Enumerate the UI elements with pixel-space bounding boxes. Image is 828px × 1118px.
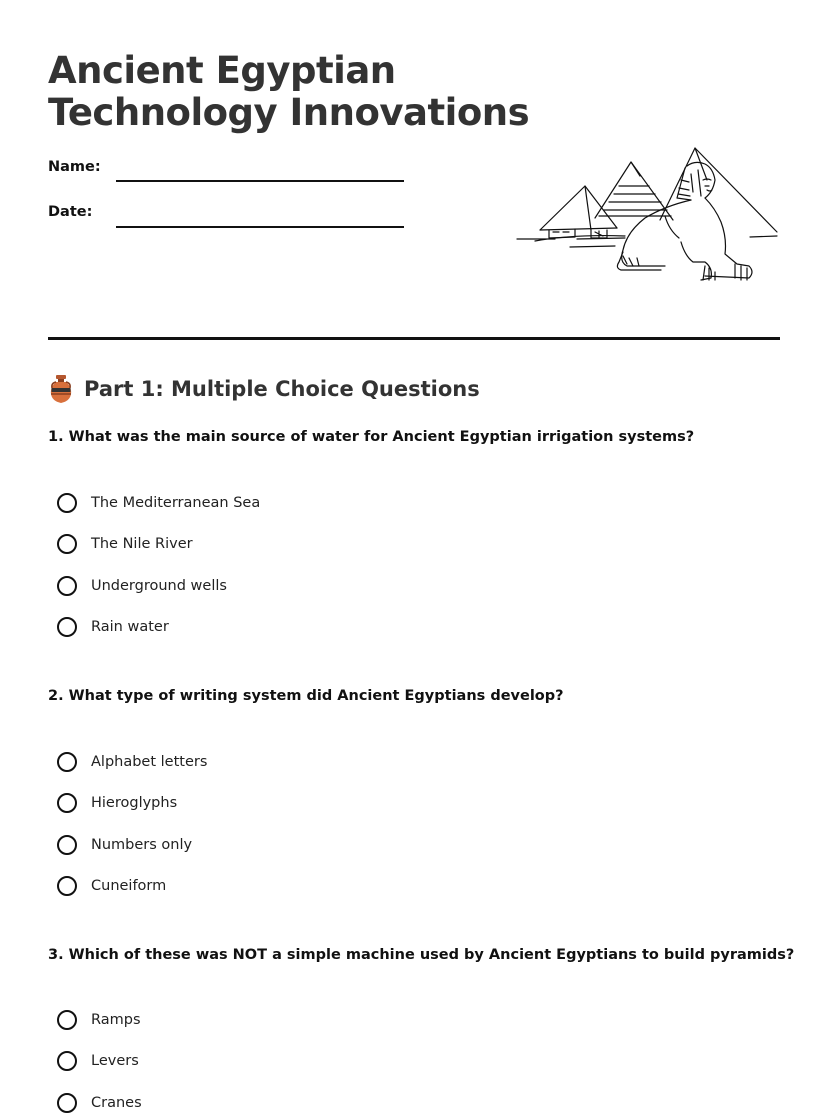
amphora-icon xyxy=(48,374,74,404)
question-2: 2. What type of writing system did Ancient Egyptians develop? xyxy=(48,688,564,704)
option-label: Hieroglyphs xyxy=(91,795,178,811)
q3-option-3[interactable] xyxy=(57,1090,142,1116)
option-label: Numbers only xyxy=(91,837,193,853)
option-label: The Nile River xyxy=(91,536,193,552)
q1-option-1[interactable] xyxy=(57,490,260,516)
name-label: Name: xyxy=(48,159,101,175)
question-1: 1. What was the main source of water for Ancient Egyptian irrigation systems? xyxy=(48,429,695,445)
q3-option-2[interactable] xyxy=(57,1048,139,1074)
option-label: Ramps xyxy=(91,1012,141,1028)
option-label: The Mediterranean Sea xyxy=(91,495,261,511)
radio-button[interactable] xyxy=(57,534,77,554)
q2-option-3[interactable] xyxy=(57,832,192,858)
option-label: Rain water xyxy=(91,619,169,635)
option-label: Cuneiform xyxy=(91,878,167,894)
section-heading xyxy=(48,374,480,404)
q2-option-2[interactable] xyxy=(57,790,177,816)
q3-option-1[interactable] xyxy=(57,1007,141,1033)
option-label: Alphabet letters xyxy=(91,754,208,770)
q1-option-4[interactable] xyxy=(57,614,169,640)
radio-button[interactable] xyxy=(57,617,77,637)
section-title: Part 1: Multiple Choice Questions xyxy=(84,377,480,401)
radio-button[interactable] xyxy=(57,835,77,855)
pyramids-sphinx-illustration xyxy=(515,146,780,284)
section-divider xyxy=(48,337,780,340)
q1-option-3[interactable] xyxy=(57,573,227,599)
q1-option-2[interactable] xyxy=(57,531,193,557)
option-label: Underground wells xyxy=(91,578,227,594)
worksheet-title xyxy=(48,50,529,134)
option-label: Cranes xyxy=(91,1095,142,1111)
radio-button[interactable] xyxy=(57,1051,77,1071)
radio-button[interactable] xyxy=(57,752,77,772)
title-line-2: Technology Innovations xyxy=(48,91,530,134)
radio-button[interactable] xyxy=(57,1093,77,1113)
date-field[interactable] xyxy=(116,226,404,228)
date-label: Date: xyxy=(48,204,93,220)
option-label: Levers xyxy=(91,1053,139,1069)
q2-option-4[interactable] xyxy=(57,873,166,899)
radio-button[interactable] xyxy=(57,576,77,596)
radio-button[interactable] xyxy=(57,793,77,813)
name-field[interactable] xyxy=(116,180,404,182)
radio-button[interactable] xyxy=(57,1010,77,1030)
question-3: 3. Which of these was NOT a simple machine used by Ancient Egyptians to build pyramids? xyxy=(48,947,795,963)
radio-button[interactable] xyxy=(57,493,77,513)
radio-button[interactable] xyxy=(57,876,77,896)
q2-option-1[interactable] xyxy=(57,749,207,775)
title-line-1: Ancient Egyptian xyxy=(48,49,396,92)
